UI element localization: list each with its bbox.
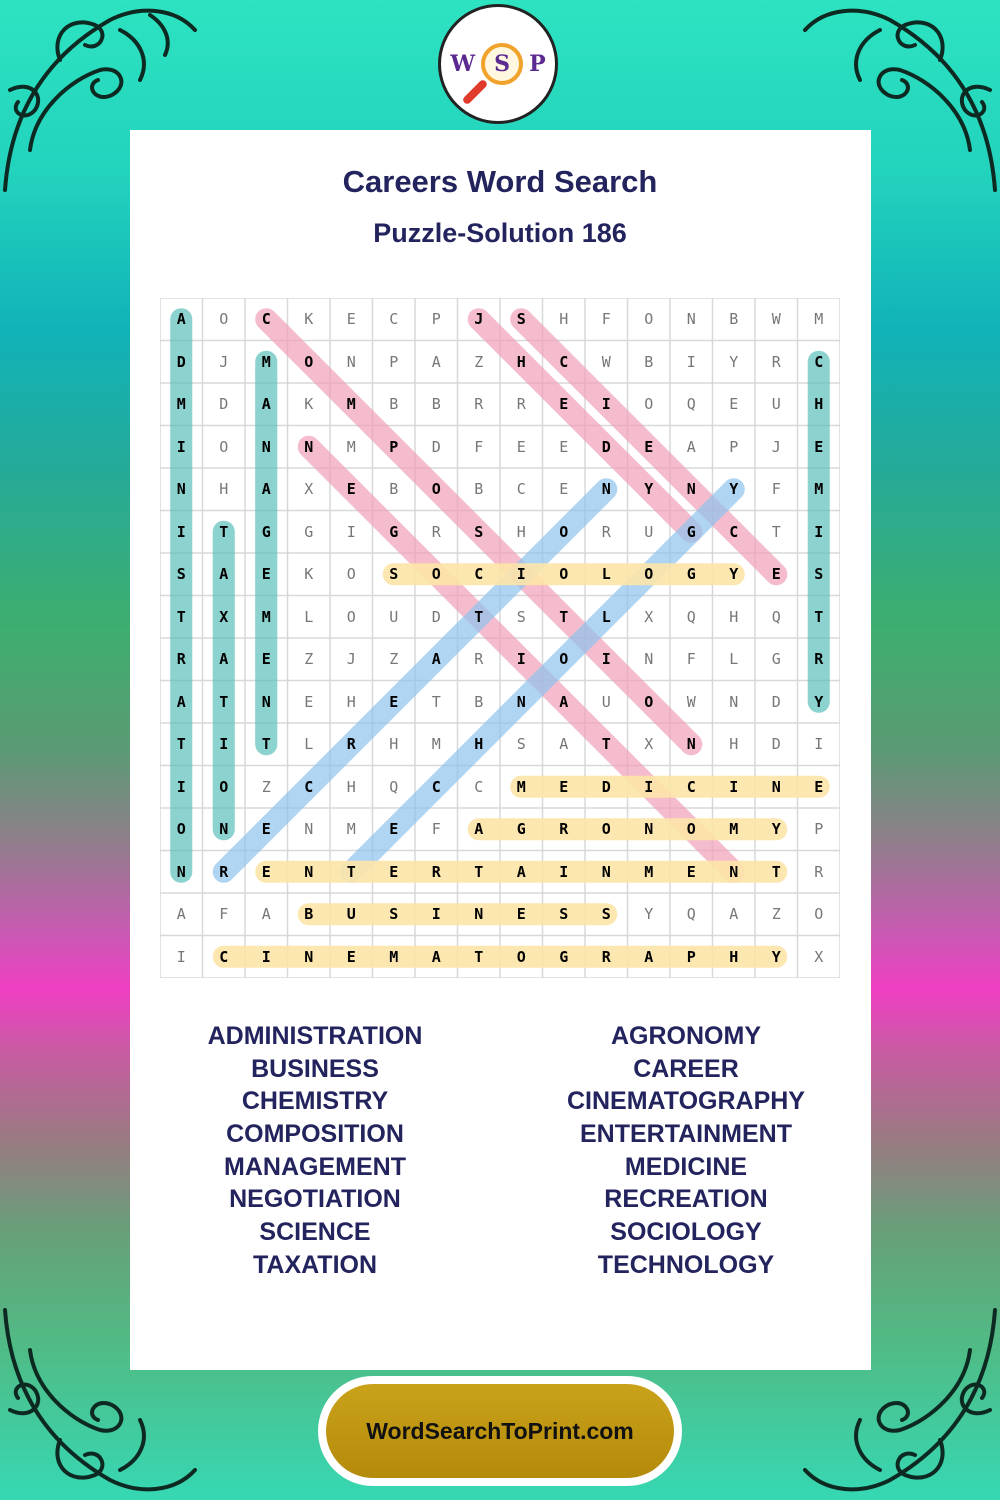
grid-cell[interactable]: P [729, 437, 739, 456]
grid-cell[interactable]: N [304, 862, 314, 881]
grid-cell[interactable]: B [474, 692, 484, 711]
grid-cell[interactable]: K [304, 310, 314, 329]
grid-cell[interactable]: B [644, 352, 654, 371]
grid-cell[interactable]: T [814, 607, 824, 626]
grid-cell[interactable]: S [559, 905, 569, 924]
grid-cell[interactable]: E [346, 947, 356, 966]
grid-cell[interactable]: S [176, 565, 186, 584]
grid-cell[interactable]: I [176, 437, 186, 456]
grid-cell[interactable]: I [686, 352, 696, 371]
grid-cell[interactable]: P [389, 437, 399, 456]
grid-cell[interactable]: O [644, 692, 654, 711]
word-list-item: TAXATION [252, 1250, 378, 1279]
grid-cell[interactable]: N [304, 820, 314, 839]
page-subtitle: Puzzle-Solution 186 [373, 218, 627, 248]
grid-cell[interactable]: R [601, 947, 611, 966]
grid-cell[interactable]: M [431, 735, 441, 754]
grid-cell[interactable]: W [601, 352, 611, 371]
word-list-right [501, 1020, 871, 1282]
grid-cell[interactable]: C [474, 565, 484, 584]
grid-cell[interactable]: O [559, 650, 569, 669]
grid-cell[interactable]: J [219, 352, 229, 371]
grid-cell[interactable]: I [814, 522, 824, 541]
grid-cell[interactable]: H [219, 480, 229, 499]
grid-cell[interactable]: X [644, 735, 654, 754]
grid-cell[interactable]: Q [686, 395, 696, 414]
grid-cell[interactable]: O [644, 565, 654, 584]
grid-cell[interactable]: E [389, 692, 399, 711]
grid-cell[interactable]: O [686, 820, 696, 839]
grid-cell[interactable]: L [601, 607, 611, 626]
grid-cell[interactable]: B [304, 905, 314, 924]
grid-cell[interactable]: H [729, 947, 739, 966]
grid-cell[interactable]: R [431, 522, 441, 541]
grid-cell[interactable]: S [516, 735, 526, 754]
grid-cell[interactable]: S [389, 905, 399, 924]
grid-cell[interactable]: A [729, 905, 739, 924]
grid-cell[interactable]: C [474, 777, 484, 796]
grid-cell[interactable]: D [431, 437, 441, 456]
grid-cell[interactable]: N [601, 862, 611, 881]
grid-cell[interactable]: R [219, 862, 229, 881]
site-badge[interactable] [318, 1376, 682, 1486]
grid-cell[interactable]: M [346, 437, 356, 456]
grid-cell[interactable]: N [729, 862, 739, 881]
grid-cell[interactable]: E [729, 395, 739, 414]
grid-cell[interactable]: A [644, 947, 654, 966]
grid-cell[interactable]: T [261, 735, 271, 754]
grid-cell[interactable]: H [814, 395, 824, 414]
grid-cell[interactable]: T [601, 735, 611, 754]
grid-cell[interactable]: Y [771, 947, 781, 966]
grid-cell[interactable]: T [559, 607, 569, 626]
grid-cell[interactable]: M [176, 395, 186, 414]
word-search-grid [160, 298, 840, 978]
grid-cell[interactable]: Q [686, 607, 696, 626]
grid-cell[interactable]: X [814, 947, 824, 966]
grid-cell[interactable]: H [389, 735, 399, 754]
grid-cell[interactable]: K [304, 395, 314, 414]
grid-cell[interactable]: Q [686, 905, 696, 924]
grid-cell[interactable]: T [474, 607, 484, 626]
grid-cell[interactable]: T [176, 735, 186, 754]
grid-cell[interactable]: Y [644, 480, 654, 499]
grid-cell[interactable]: B [389, 395, 399, 414]
grid-cell[interactable]: H [729, 607, 739, 626]
grid-cell[interactable]: B [389, 480, 399, 499]
grid-cell[interactable]: T [176, 607, 186, 626]
logo-letter-p: P [529, 51, 546, 77]
grid-cell[interactable]: H [516, 352, 526, 371]
grid-cell[interactable]: C [729, 522, 739, 541]
word-list-item: RECREATION [604, 1185, 768, 1214]
grid-cell[interactable]: O [559, 565, 569, 584]
grid-cell[interactable]: H [729, 735, 739, 754]
word-list-item: AGRONOMY [611, 1022, 761, 1050]
grid-cell[interactable]: Y [729, 480, 739, 499]
grid-cell[interactable]: R [771, 352, 781, 371]
grid-cell[interactable]: F [431, 820, 441, 839]
word-list-item: ENTERTAINMENT [579, 1120, 793, 1149]
grid-cell[interactable]: F [771, 480, 781, 499]
grid-cell[interactable]: S [601, 905, 611, 924]
grid-cell[interactable]: T [474, 947, 484, 966]
grid-cell[interactable]: H [346, 777, 356, 796]
grid-cell[interactable]: A [431, 947, 441, 966]
grid-cell[interactable]: O [559, 522, 569, 541]
grid-cell[interactable]: O [516, 947, 526, 966]
grid-cell[interactable]: P [686, 947, 696, 966]
grid-cell[interactable]: A [261, 395, 271, 414]
grid-cell[interactable]: R [516, 395, 526, 414]
grid-cell[interactable]: O [814, 905, 824, 924]
grid-cell[interactable]: D [219, 395, 229, 414]
page-title: Careers Word Search [342, 164, 658, 199]
grid-cell[interactable]: E [261, 862, 271, 881]
grid-cell[interactable]: U [771, 395, 781, 414]
grid-cell[interactable]: B [474, 480, 484, 499]
grid-cell[interactable]: D [771, 735, 781, 754]
grid-cell[interactable]: E [346, 480, 356, 499]
magnifier-handle [462, 79, 489, 106]
word-list-item: COMPOSITION [226, 1120, 404, 1149]
grid-cell[interactable]: E [559, 437, 569, 456]
grid-cell[interactable]: I [601, 395, 611, 414]
grid-cell[interactable]: R [346, 735, 356, 754]
grid-cell[interactable]: A [559, 692, 569, 711]
grid-cell[interactable]: X [644, 607, 654, 626]
grid-cell[interactable]: O [219, 310, 229, 329]
word-list-item: ADMINISTRATION [207, 1022, 423, 1050]
grid-cell[interactable]: A [176, 905, 186, 924]
grid-cell[interactable]: E [304, 692, 314, 711]
grid-cell[interactable]: I [219, 735, 229, 754]
grid-cell[interactable]: Z [389, 650, 399, 669]
letter-grid [160, 298, 840, 978]
grid-cell[interactable]: W [686, 692, 696, 711]
grid-cell[interactable]: F [219, 905, 229, 924]
grid-cell[interactable]: W [771, 310, 781, 329]
grid-cell[interactable]: N [219, 820, 229, 839]
grid-cell[interactable]: T [219, 522, 229, 541]
grid-cell[interactable]: E [771, 565, 781, 584]
grid-cell[interactable]: H [559, 310, 569, 329]
grid-cell[interactable]: O [219, 777, 229, 796]
grid-cell[interactable]: M [814, 480, 824, 499]
grid-cell[interactable]: O [219, 437, 229, 456]
grid-cell[interactable]: D [601, 437, 611, 456]
grid-cell[interactable]: A [516, 862, 526, 881]
grid-cell[interactable]: I [516, 565, 526, 584]
grid-cell[interactable]: O [644, 395, 654, 414]
grid-cell[interactable]: I [261, 947, 271, 966]
grid-cell[interactable]: E [559, 777, 569, 796]
grid-cell[interactable]: Y [729, 565, 739, 584]
grid-cell[interactable]: S [516, 607, 526, 626]
grid-cell[interactable]: R [431, 862, 441, 881]
grid-cell[interactable]: U [644, 522, 654, 541]
grid-cell[interactable]: E [261, 565, 271, 584]
grid-cell[interactable]: C [304, 777, 314, 796]
grid-cell[interactable]: B [431, 395, 441, 414]
grid-cell[interactable]: I [814, 735, 824, 754]
grid-cell[interactable]: A [559, 735, 569, 754]
grid-cell[interactable]: Y [644, 905, 654, 924]
grid-cell[interactable]: Q [771, 607, 781, 626]
grid-cell[interactable]: N [346, 352, 356, 371]
grid-cell[interactable]: C [389, 310, 399, 329]
grid-cell[interactable]: N [474, 905, 484, 924]
grid-cell[interactable]: F [601, 310, 611, 329]
grid-cell[interactable]: A [219, 565, 229, 584]
grid-cell[interactable]: C [261, 310, 271, 329]
grid-cell[interactable]: A [686, 437, 696, 456]
grid-cell[interactable]: P [431, 310, 441, 329]
grid-cell[interactable]: R [601, 522, 611, 541]
grid-cell[interactable]: M [261, 352, 271, 371]
grid-cell[interactable]: I [346, 522, 356, 541]
grid-cell[interactable]: X [304, 480, 314, 499]
grid-cell[interactable]: T [431, 692, 441, 711]
grid-cell[interactable]: M [729, 820, 739, 839]
grid-cell[interactable]: R [814, 650, 824, 669]
grid-cell[interactable]: T [219, 692, 229, 711]
word-list [130, 1020, 871, 1290]
grid-cell[interactable]: I [516, 650, 526, 669]
grid-cell[interactable]: Y [729, 352, 739, 371]
grid-cell[interactable]: S [516, 310, 526, 329]
grid-cell[interactable]: E [516, 905, 526, 924]
grid-cell[interactable]: Q [389, 777, 399, 796]
grid-cell[interactable]: E [261, 820, 271, 839]
grid-cell[interactable]: N [304, 437, 314, 456]
grid-cell[interactable]: A [176, 310, 186, 329]
grid-cell[interactable]: E [559, 480, 569, 499]
grid-cell[interactable]: N [686, 310, 696, 329]
grid-cell[interactable]: C [431, 777, 441, 796]
logo-letter-w: W [450, 51, 476, 77]
grid-cell[interactable]: N [176, 862, 186, 881]
grid-cell[interactable]: T [771, 862, 781, 881]
grid-cell[interactable]: N [686, 735, 696, 754]
grid-cell[interactable]: I [176, 777, 186, 796]
grid-cell[interactable]: H [346, 692, 356, 711]
grid-cell[interactable]: S [474, 522, 484, 541]
grid-cell[interactable]: U [389, 607, 399, 626]
grid-cell[interactable]: O [304, 352, 314, 371]
word-list-item: SCIENCE [259, 1218, 371, 1247]
site-link[interactable]: WordSearchToPrint.com [326, 1384, 674, 1478]
grid-cell[interactable]: G [686, 522, 696, 541]
grid-cell[interactable]: H [474, 735, 484, 754]
grid-cell[interactable]: Z [474, 352, 484, 371]
grid-cell[interactable]: G [559, 947, 569, 966]
grid-cell[interactable]: S [389, 565, 399, 584]
grid-cell[interactable]: C [686, 777, 696, 796]
grid-cell[interactable]: N [729, 692, 739, 711]
grid-cell[interactable]: H [516, 522, 526, 541]
grid-cell[interactable]: L [729, 650, 739, 669]
grid-cell[interactable]: O [644, 310, 654, 329]
grid-cell[interactable]: M [261, 607, 271, 626]
word-list-item: SOCIOLOGY [610, 1218, 762, 1247]
grid-cell[interactable]: G [304, 522, 314, 541]
grid-cell[interactable]: I [729, 777, 739, 796]
grid-cell[interactable]: E [814, 437, 824, 456]
grid-cell[interactable]: Z [771, 905, 781, 924]
grid-cell[interactable]: L [304, 735, 314, 754]
grid-cell[interactable]: O [346, 607, 356, 626]
grid-cell[interactable]: Z [304, 650, 314, 669]
grid-cell[interactable]: L [304, 607, 314, 626]
word-list-item: BUSINESS [251, 1054, 379, 1083]
grid-cell[interactable]: U [601, 692, 611, 711]
grid-cell[interactable]: C [219, 947, 229, 966]
word-list-item: NEGOTIATION [229, 1185, 401, 1214]
grid-cell[interactable]: A [431, 650, 441, 669]
grid-cell[interactable]: G [516, 820, 526, 839]
grid-cell[interactable]: N [771, 777, 781, 796]
grid-cell[interactable]: E [261, 650, 271, 669]
grid-cell[interactable]: A [219, 650, 229, 669]
grid-cell[interactable]: G [389, 522, 399, 541]
grid-cell[interactable]: D [431, 607, 441, 626]
grid-cell[interactable]: R [176, 650, 186, 669]
word-list-item: CINEMATOGRAPHY [567, 1087, 805, 1116]
grid-cell[interactable]: N [644, 820, 654, 839]
grid-cell[interactable]: J [346, 650, 356, 669]
grid-cell[interactable]: I [644, 777, 654, 796]
grid-cell[interactable]: Y [814, 692, 824, 711]
grid-cell[interactable]: M [346, 820, 356, 839]
grid-cell[interactable]: P [814, 820, 824, 839]
grid-cell[interactable]: C [814, 352, 824, 371]
grid-cell[interactable]: O [176, 820, 186, 839]
grid-cell[interactable]: J [771, 437, 781, 456]
grid-cell[interactable]: C [516, 480, 526, 499]
grid-cell[interactable]: A [176, 692, 186, 711]
grid-cell[interactable]: Y [771, 820, 781, 839]
grid-cell[interactable]: G [261, 522, 271, 541]
word-list-item: CAREER [633, 1054, 739, 1083]
word-list-item: MEDICINE [624, 1152, 748, 1181]
grid-cell[interactable]: M [814, 310, 824, 329]
wsp-logo [438, 4, 558, 124]
grid-cell[interactable]: E [559, 395, 569, 414]
grid-cell[interactable]: F [474, 437, 484, 456]
grid-cell[interactable]: A [261, 905, 271, 924]
grid-cell[interactable]: D [176, 352, 186, 371]
grid-cell[interactable]: E [814, 777, 824, 796]
grid-cell[interactable]: A [474, 820, 484, 839]
grid-cell[interactable]: N [261, 437, 271, 456]
grid-cell[interactable]: N [176, 480, 186, 499]
grid-cell[interactable]: U [346, 905, 356, 924]
grid-cell[interactable]: N [686, 480, 696, 499]
word-list-left [130, 1020, 500, 1282]
grid-cell[interactable]: Z [261, 777, 271, 796]
grid-cell[interactable]: P [389, 352, 399, 371]
grid-cell[interactable]: M [389, 947, 399, 966]
grid-cell[interactable]: T [346, 862, 356, 881]
grid-cell[interactable]: N [644, 650, 654, 669]
grid-cell[interactable]: R [559, 820, 569, 839]
grid-cell[interactable]: X [219, 607, 229, 626]
grid-cell[interactable]: N [304, 947, 314, 966]
grid-cell[interactable]: R [814, 862, 824, 881]
grid-cell[interactable]: I [559, 862, 569, 881]
grid-cell[interactable]: N [261, 692, 271, 711]
grid-cell[interactable]: T [771, 522, 781, 541]
grid-cell[interactable]: I [601, 650, 611, 669]
grid-cell[interactable]: I [176, 947, 186, 966]
grid-cell[interactable]: K [304, 565, 314, 584]
grid-cell[interactable]: E [389, 862, 399, 881]
grid-cell[interactable]: O [346, 565, 356, 584]
grid-cell[interactable]: D [601, 777, 611, 796]
grid-cell[interactable]: R [474, 395, 484, 414]
grid-cell[interactable]: R [474, 650, 484, 669]
grid-cell[interactable]: O [601, 820, 611, 839]
grid-cell[interactable]: D [771, 692, 781, 711]
logo-letter-s: S [494, 51, 511, 77]
grid-cell[interactable]: O [431, 565, 441, 584]
grid-cell[interactable]: L [601, 565, 611, 584]
grid-cell[interactable]: E [346, 310, 356, 329]
grid-cell[interactable]: G [686, 565, 696, 584]
grid-cell[interactable]: S [814, 565, 824, 584]
magnifier-icon [481, 43, 523, 85]
grid-cell[interactable]: E [644, 437, 654, 456]
word-list-item: CHEMISTRY [241, 1087, 389, 1116]
grid-cell[interactable]: A [261, 480, 271, 499]
grid-cell[interactable]: M [644, 862, 654, 881]
grid-cell[interactable]: E [389, 820, 399, 839]
grid-cell[interactable]: C [559, 352, 569, 371]
grid-cell[interactable]: M [346, 395, 356, 414]
grid-cell[interactable]: A [431, 352, 441, 371]
grid-cell[interactable]: J [474, 310, 484, 329]
grid-cell[interactable]: N [601, 480, 611, 499]
grid-cell[interactable]: E [686, 862, 696, 881]
grid-cell[interactable]: I [431, 905, 441, 924]
grid-cell[interactable]: N [516, 692, 526, 711]
grid-cell[interactable]: O [431, 480, 441, 499]
grid-cell[interactable]: T [474, 862, 484, 881]
grid-cell[interactable]: B [729, 310, 739, 329]
grid-cell[interactable]: F [686, 650, 696, 669]
grid-cell[interactable]: G [771, 650, 781, 669]
grid-cell[interactable]: E [516, 437, 526, 456]
word-list-item: TECHNOLOGY [597, 1250, 775, 1279]
grid-cell[interactable]: I [176, 522, 186, 541]
word-list-item: MANAGEMENT [224, 1152, 406, 1181]
grid-cell[interactable]: M [516, 777, 526, 796]
